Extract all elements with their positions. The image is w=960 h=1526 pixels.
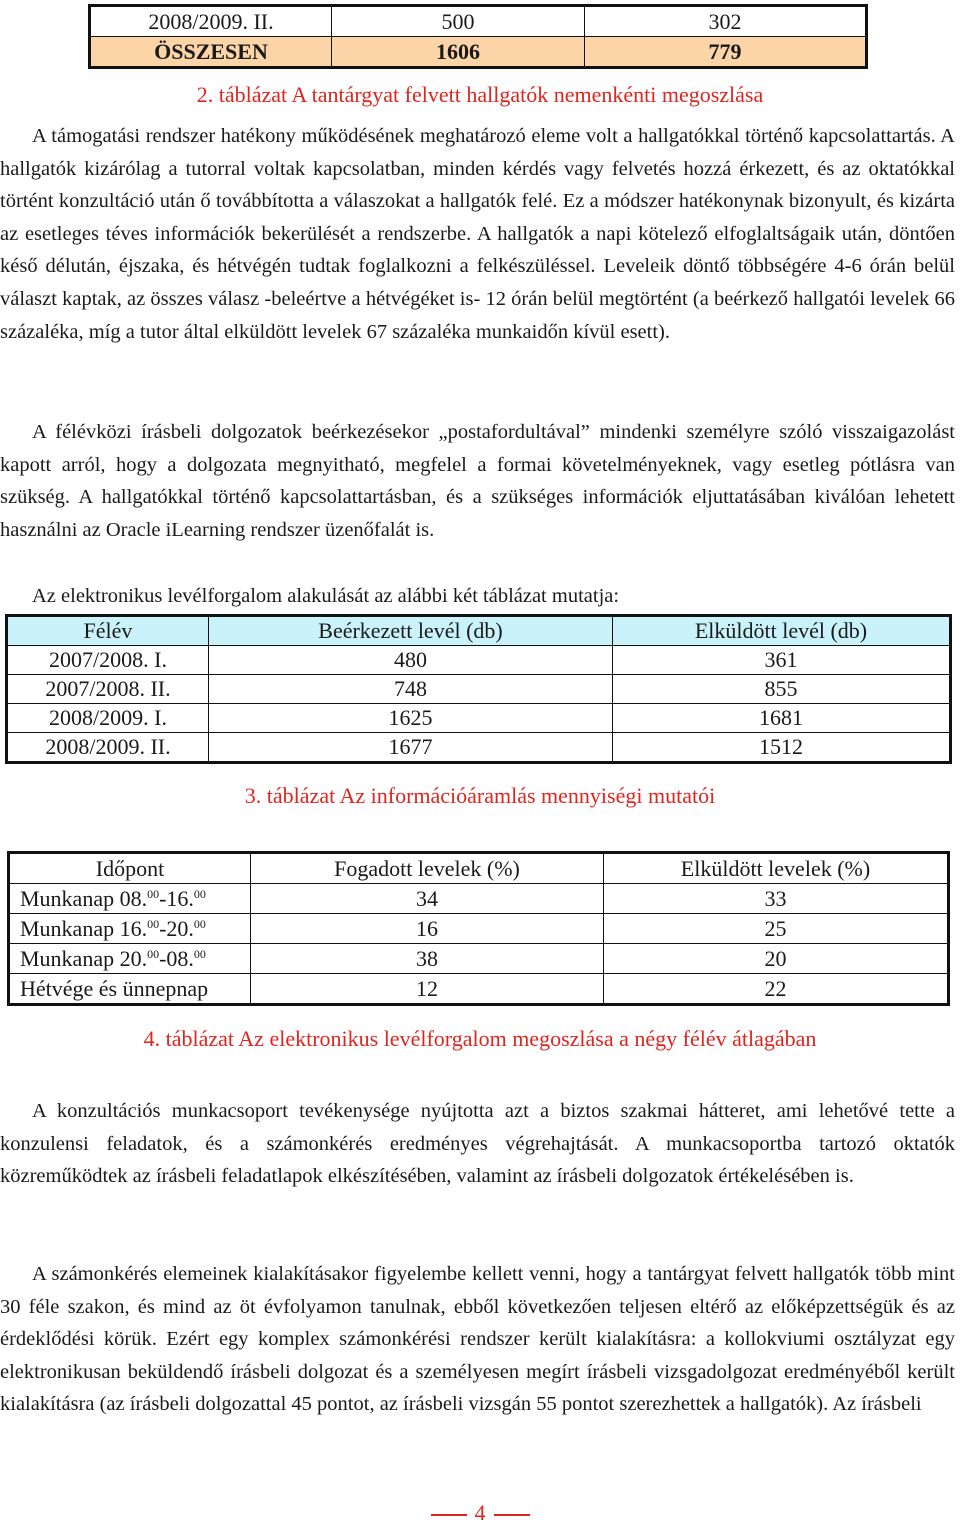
column-header: Fogadott levelek (%) bbox=[251, 853, 604, 884]
column-header: Elküldött levelek (%) bbox=[604, 853, 949, 884]
table-cell: 20 bbox=[604, 944, 949, 974]
table-cell: ÖSSZESEN bbox=[90, 37, 332, 68]
table-cell: 779 bbox=[585, 37, 867, 68]
mail-time-distribution-table bbox=[7, 851, 950, 1006]
table-cell: 302 bbox=[585, 6, 867, 37]
table-cell: 748 bbox=[209, 675, 613, 704]
table-cell: 2007/2008. II. bbox=[7, 675, 209, 704]
table-row bbox=[7, 733, 951, 763]
row-label: Munkanap 08.00-16.00 bbox=[9, 884, 251, 914]
table-cell: 33 bbox=[604, 884, 949, 914]
table-cell: 1681 bbox=[613, 704, 951, 733]
page-number: 4 bbox=[0, 1500, 960, 1526]
paragraph-3 bbox=[0, 580, 955, 613]
paragraph-text: A konzultációs munkacsoport tevékenysége nyújtotta azt a biztos szakmai hátteret, ami lehetővé tette a konzulensi feladatok, és a számonkérés eredményes végrehajtását. A munkacsoportba tartozó oktatók közreműködtek az írásbeli feladatlapok elkészítésében, valamint az írásbeli dolgozatok értékelésében is. bbox=[0, 1100, 955, 1188]
table-row bbox=[90, 6, 867, 37]
table-caption-2: 2. táblázat A tantárgyat felvett hallgatók nemenkénti megoszlása bbox=[196, 82, 764, 107]
table-cell: 2008/2009. I. bbox=[7, 704, 209, 733]
table-cell: 16 bbox=[251, 914, 604, 944]
column-header: Elküldött levél (db) bbox=[613, 616, 951, 646]
table-cell: 25 bbox=[604, 914, 949, 944]
table-cell: 855 bbox=[613, 675, 951, 704]
paragraph-text: Az elektronikus levélforgalom alakulását az alábbi két táblázat mutatja: bbox=[32, 585, 620, 607]
table-cell: 361 bbox=[613, 646, 951, 675]
table-caption-4: 4. táblázat Az elektronikus levélforgalom megoszlása a négy félév átlagában bbox=[143, 1026, 817, 1051]
table-cell: 1625 bbox=[209, 704, 613, 733]
table-row bbox=[9, 914, 949, 944]
paragraph-2 bbox=[0, 416, 955, 546]
table-cell: 38 bbox=[251, 944, 604, 974]
table-caption-3: 3. táblázat Az információáramlás mennyiségi mutatói bbox=[244, 783, 716, 808]
mail-traffic-table bbox=[5, 614, 952, 764]
paragraph-text: A félévközi írásbeli dolgozatok beérkezésekor „postafordultával” mindenki személyre szóló visszaigazolást kapott arról, hogy a dolgozata megnyitható, megfelel a formai követelményeknek, vagy esetleg pótlásra van szükség. A hallgatókkal történő kapcsolattartásban, és a szükséges információk eljuttatásában kiválóan lehetett használni az Oracle iLearning rendszer üzenőfalát is. bbox=[0, 421, 955, 541]
table-header-row bbox=[9, 853, 949, 884]
table-cell: 2007/2008. I. bbox=[7, 646, 209, 675]
column-header: Beérkezett levél (db) bbox=[209, 616, 613, 646]
column-header: Félév bbox=[7, 616, 209, 646]
paragraph-text: A számonkérés elemeinek kialakításakor figyelembe kellett venni, hogy a tantárgyat felvett hallgatók több mint 30 féle szakon, és mind az öt évfolyamon tanulnak, ebből következően teljesen eltérő az előképzettségük és az érdeklődési körük. Ezért egy komplex számonkérési rendszer került kialakításra: a kollokviumi osztályzat egy elektronikusan beküldendő írásbeli dolgozat és a személyesen megírt írásbeli vizsgadolgozat eredményéből került kialakításra (az írásbeli dolgozattal 45 pontot, az írásbeli vizsgán 55 pontot szerezhettek a hallgatók). Az írásbeli bbox=[0, 1263, 955, 1416]
table-row bbox=[9, 884, 949, 914]
table-cell: 2008/2009. II. bbox=[7, 733, 209, 763]
enrollment-table bbox=[88, 4, 868, 69]
row-label: Hétvége és ünnepnap bbox=[9, 974, 251, 1005]
paragraph-text: A támogatási rendszer hatékony működésének meghatározó eleme volt a hallgatókkal történő kapcsolattartás. A hallgatók kizárólag a tutorral voltak kapcsolatban, minden kérdés vagy felvetés hozzá érkezett, és az oktatókkal történt konzultáció után ő továbbította a válaszokat a hallgatók felé. Ez a módszer hatékonynak bizonyult, és kizárta az esetleges téves információk bekerülését a rendszerbe. A hallgatók a napi kötelező elfoglaltságaik után, döntően késő délután, éjszaka, és hétvégén tudtak foglalkozni a felkészüléssel. Leveleik döntő többségére 4-6 órán belül választ kaptak, az összes válasz -beleértve a hétvégéket is- 12 órán belül megtörtént (a beérkező hallgatói levelek 66 százaléka, míg a tutor által elküldött levelek 67 százaléka munkaidőn kívül esett). bbox=[0, 125, 955, 343]
table-cell: 34 bbox=[251, 884, 604, 914]
table-cell: 22 bbox=[604, 974, 949, 1005]
table-row bbox=[7, 675, 951, 704]
paragraph-1 bbox=[0, 120, 955, 348]
column-header: Időpont bbox=[9, 853, 251, 884]
table-row bbox=[7, 646, 951, 675]
paragraph-5 bbox=[0, 1258, 955, 1421]
table-cell: 1606 bbox=[332, 37, 585, 68]
table-cell: 500 bbox=[332, 6, 585, 37]
table-cell: 12 bbox=[251, 974, 604, 1005]
row-label: Munkanap 16.00-20.00 bbox=[9, 914, 251, 944]
total-row bbox=[90, 37, 867, 68]
table-row bbox=[7, 704, 951, 733]
table-row bbox=[9, 974, 949, 1005]
table-header-row bbox=[7, 616, 951, 646]
paragraph-4 bbox=[0, 1095, 955, 1193]
table-cell: 1512 bbox=[613, 733, 951, 763]
table-cell: 1677 bbox=[209, 733, 613, 763]
table-cell: 2008/2009. II. bbox=[90, 6, 332, 37]
table-row bbox=[9, 944, 949, 974]
table-cell: 480 bbox=[209, 646, 613, 675]
row-label: Munkanap 20.00-08.00 bbox=[9, 944, 251, 974]
